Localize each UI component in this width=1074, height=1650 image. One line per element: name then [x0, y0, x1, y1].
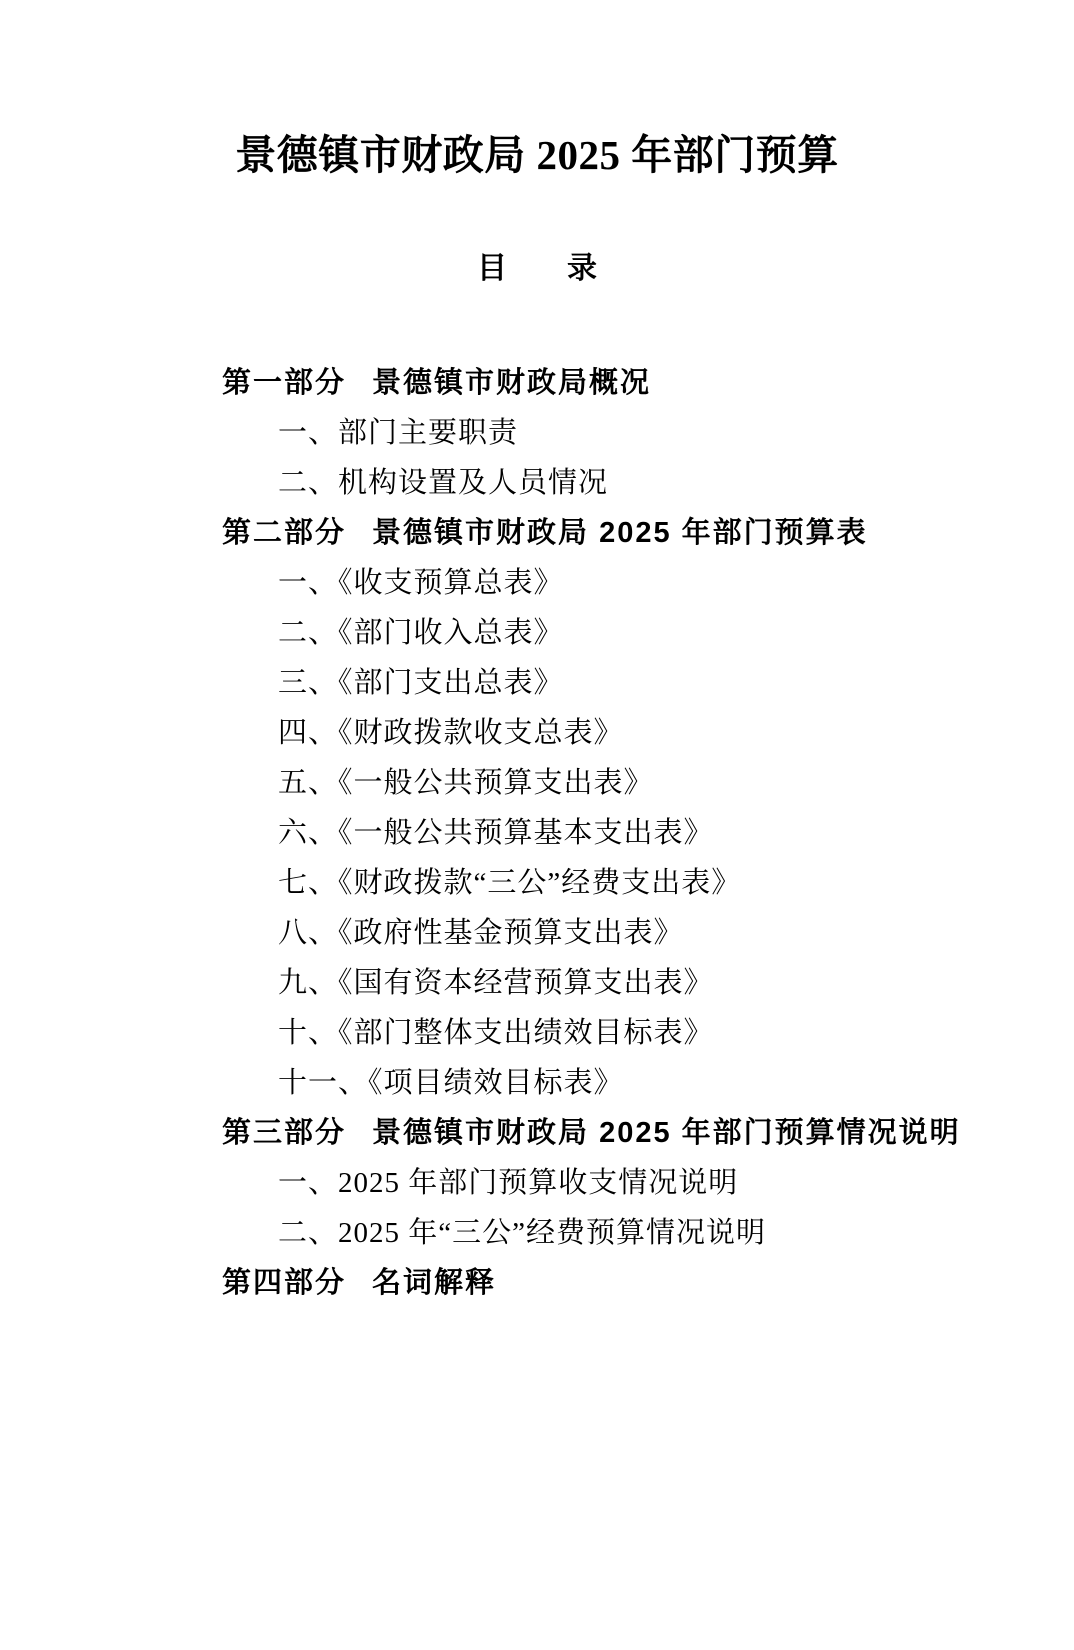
toc-section-heading-1 — [0, 358, 1074, 408]
toc-item-text: 一、《收支预算总表》 — [278, 567, 564, 599]
toc-item — [0, 1058, 1074, 1108]
section-label: 第四部分 — [222, 1267, 347, 1299]
section-title: 景德镇市财政局 2025 年部门预算情况说明 — [372, 1117, 961, 1149]
toc-item-text: 五、《一般公共预算支出表》 — [278, 767, 654, 799]
section-title: 名词解释 — [372, 1267, 497, 1299]
section-title: 景德镇市财政局 2025 年部门预算表 — [372, 517, 868, 549]
section-label: 第二部分 — [222, 517, 347, 549]
section-label: 第一部分 — [222, 367, 347, 399]
toc-item — [0, 1208, 1074, 1258]
toc-section-heading-2 — [0, 508, 1074, 558]
toc-item-text: 十、《部门整体支出绩效目标表》 — [278, 1017, 714, 1049]
toc-item-text: 二、《部门收入总表》 — [278, 617, 564, 649]
toc-item-text: 八、《政府性基金预算支出表》 — [278, 917, 684, 949]
toc-section-heading-3 — [0, 1108, 1074, 1158]
toc-item-text: 三、《部门支出总表》 — [278, 667, 564, 699]
toc-item-text: 一、部门主要职责 — [278, 417, 519, 449]
toc-item-text: 十一、《项目绩效目标表》 — [278, 1067, 624, 1099]
document-title: 景德镇市财政局 2025 年部门预算 — [235, 132, 839, 178]
toc-list — [0, 358, 1074, 1308]
toc-item — [0, 858, 1074, 908]
toc-item — [0, 608, 1074, 658]
toc-item-text: 二、2025 年“三公”经费预算情况说明 — [278, 1217, 766, 1249]
toc-item — [0, 408, 1074, 458]
toc-item — [0, 708, 1074, 758]
toc-item — [0, 658, 1074, 708]
toc-item — [0, 1008, 1074, 1058]
toc-item — [0, 758, 1074, 808]
toc-heading: 目 录 — [477, 252, 597, 285]
toc-item-text: 六、《一般公共预算基本支出表》 — [278, 817, 714, 849]
toc-item — [0, 808, 1074, 858]
toc-item — [0, 1158, 1074, 1208]
toc-item — [0, 458, 1074, 508]
toc-item-text: 一、2025 年部门预算收支情况说明 — [278, 1167, 739, 1199]
toc-section-heading-4 — [0, 1258, 1074, 1308]
toc-item — [0, 958, 1074, 1008]
toc-item-text: 九、《国有资本经营预算支出表》 — [278, 967, 714, 999]
toc-item — [0, 558, 1074, 608]
section-label: 第三部分 — [222, 1117, 347, 1149]
document-page — [0, 130, 1074, 1650]
toc-item — [0, 908, 1074, 958]
toc-item-text: 二、机构设置及人员情况 — [278, 467, 609, 499]
section-title: 景德镇市财政局概况 — [372, 367, 652, 399]
toc-item-text: 四、《财政拨款收支总表》 — [278, 717, 624, 749]
toc-item-text: 七、《财政拨款“三公”经费支出表》 — [278, 867, 742, 899]
